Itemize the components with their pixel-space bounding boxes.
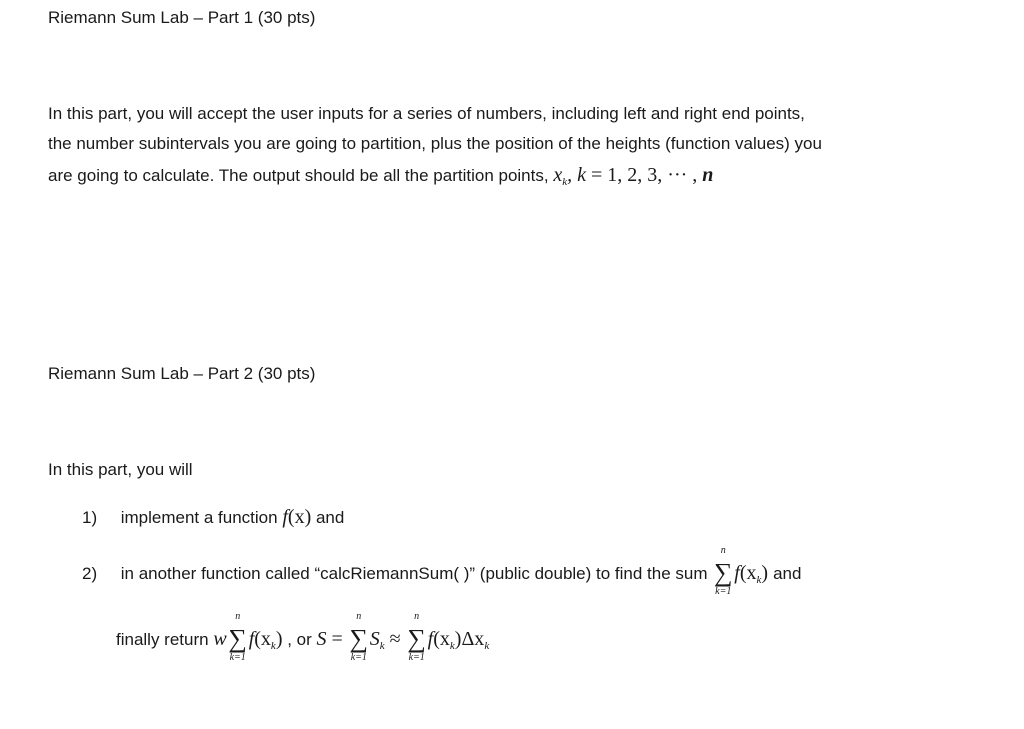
final-return-line xyxy=(116,611,490,663)
summation-symbol: n ∑ k=1 xyxy=(407,611,426,663)
final-return-text: finally return xyxy=(116,630,209,649)
list-item-2-number: 2) xyxy=(82,564,98,583)
part1-paragraph-line-1: In this part, you will accept the user inputs for a series of numbers, including left and right end points, xyxy=(48,104,805,123)
part1-paragraph-line-2: the number subintervals you are going to partition, plus the position of the heights (function values) you xyxy=(48,134,822,153)
list-item-1 xyxy=(82,506,344,529)
riemann-sum-formula: S = n ∑ k=1 $S_k$ ≈ n ∑ k=1 $f(x_k)\Delta x_k$ xyxy=(316,611,490,663)
list-item-2-tail: and xyxy=(773,564,802,583)
summation-symbol: n ∑ k=1 xyxy=(349,611,369,663)
part1-paragraph-line-3-text: are going to calculate. The output should be all the partition points, xyxy=(48,166,549,185)
list-item-1-text: implement a function xyxy=(120,508,278,527)
part1-paragraph-line-3 xyxy=(48,164,713,188)
list-item-2-text: in another function called “calcRiemannSum( )” (public double) to find the sum xyxy=(120,564,708,583)
separator-or: , or xyxy=(282,630,317,649)
sum-of-f-formula: n ∑ k=1 $f(x_k)$ xyxy=(713,545,769,597)
list-item-2 xyxy=(82,545,802,597)
weighted-sum-formula: w n ∑ k=1 $f(x_k)$ xyxy=(213,611,283,663)
summation-symbol: n ∑ k=1 xyxy=(228,611,247,663)
part1-title: Riemann Sum Lab – Part 1 (30 pts) xyxy=(48,8,316,27)
function-f-of-x: f(x) xyxy=(282,506,312,528)
part2-intro: In this part, you will xyxy=(48,460,193,479)
list-item-1-number: 1) xyxy=(82,508,98,527)
partition-points-formula: $x_k$, k = 1, 2, 3, ··· , n xyxy=(553,164,714,188)
list-item-1-tail: and xyxy=(315,508,345,527)
part2-title: Riemann Sum Lab – Part 2 (30 pts) xyxy=(48,364,316,383)
summation-symbol: n ∑ k=1 xyxy=(713,545,733,597)
